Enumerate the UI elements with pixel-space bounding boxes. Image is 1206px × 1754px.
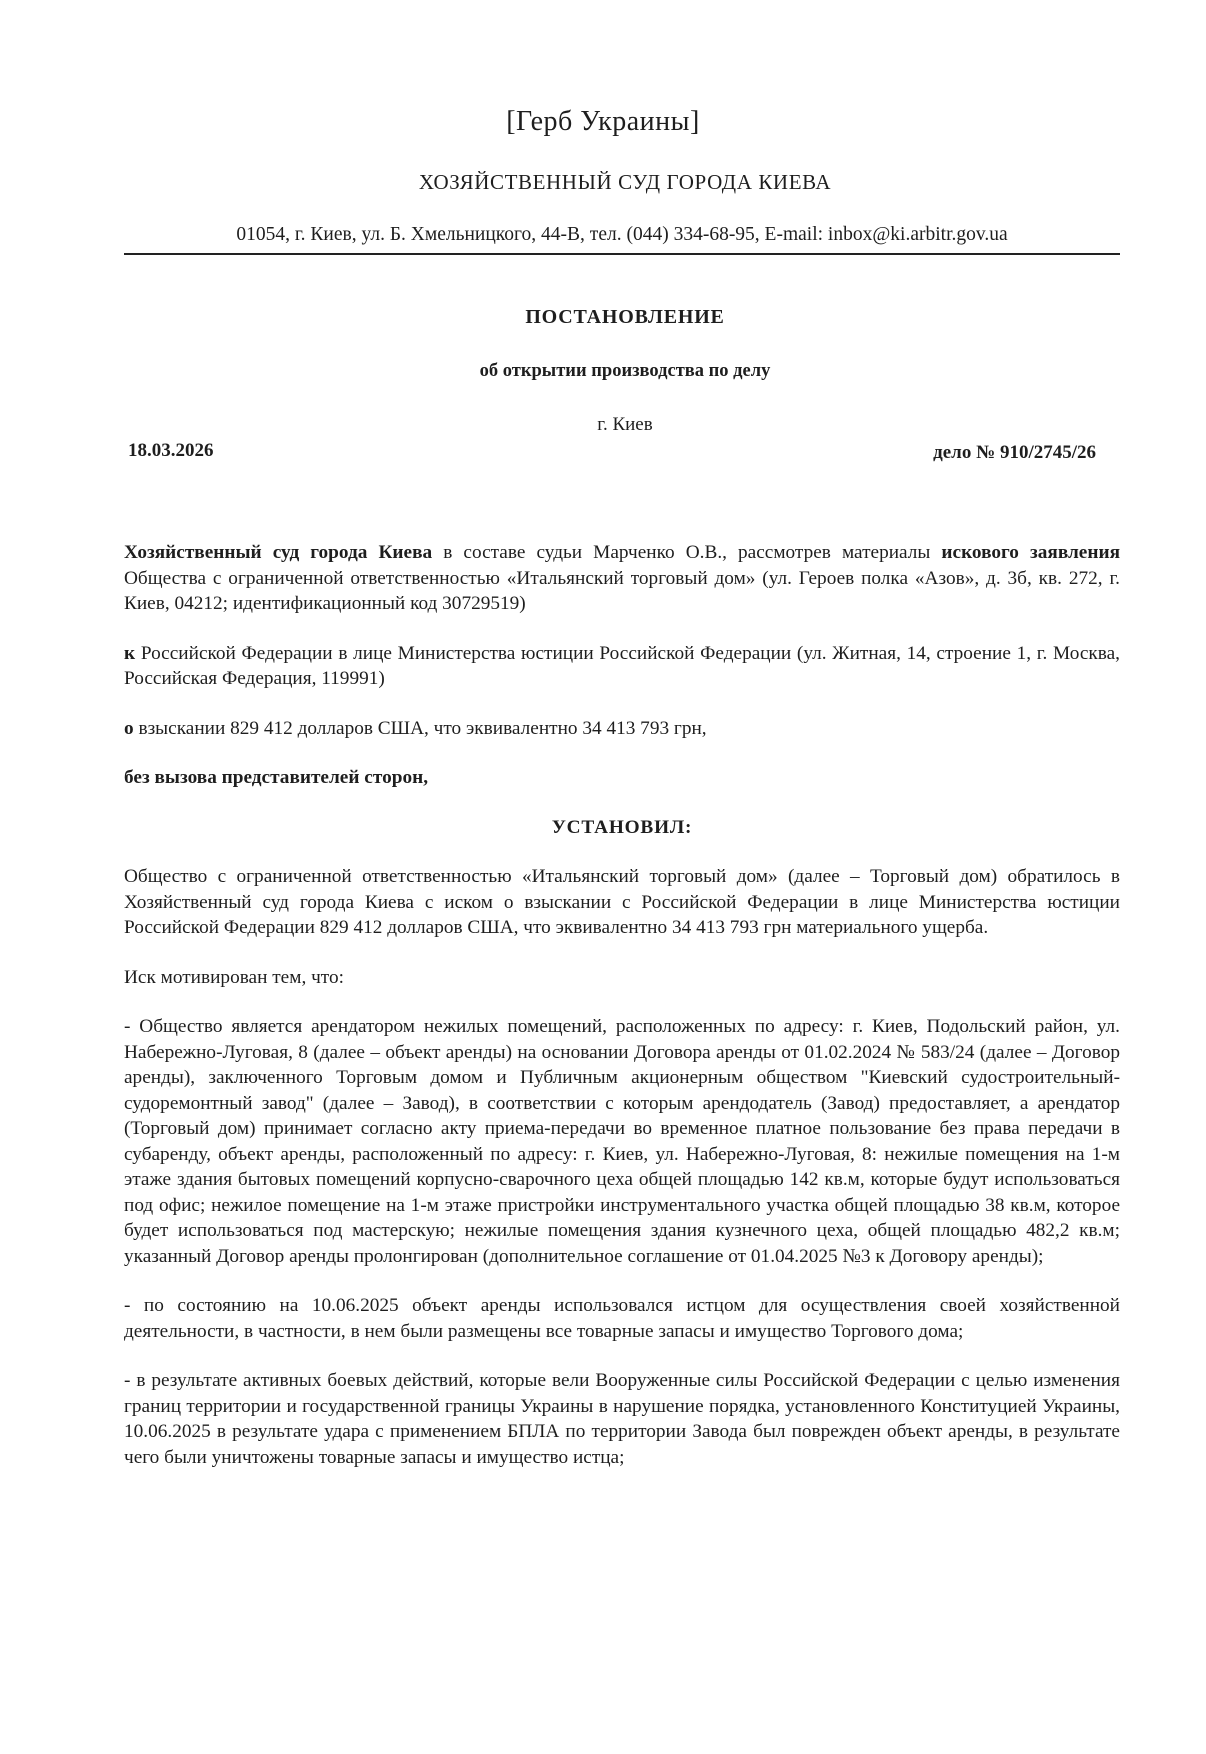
defendant-paragraph <box>124 641 1120 692</box>
document-body <box>124 540 1120 1494</box>
court-rest: в составе судьи Марченко О.В., рассмотрев материалы <box>432 542 942 563</box>
court-name: ХОЗЯЙСТВЕННЫЙ СУД ГОРОДА КИЕВА <box>418 170 832 194</box>
document-city: г. Киев <box>597 414 653 435</box>
established-paragraph-4: - по состоянию на 10.06.2025 объект аренды использовался истцом для осуществления своей хозяйственной деятельности, в частности, в нем были размещены все товарные запасы и имущество Торгового дома; <box>124 1295 1120 1342</box>
document-subtitle: об открытии производства по делу <box>479 361 771 381</box>
document-date: 18.03.2026 <box>128 440 214 461</box>
court-bold: Хозяйственный суд города Киева <box>124 542 433 563</box>
subject-paragraph <box>124 716 1120 742</box>
subject-rest: взыскании 829 412 долларов США, что эквивалентно 34 413 793 грн, <box>133 717 707 739</box>
no-summons-paragraph <box>124 765 1120 791</box>
subject-bold: о <box>124 717 134 739</box>
defendant-rest: Российской Федерации в лице Министерства юстиции Российской Федерации (ул. Житная, 14, строение 1, г. Москва, Российская Федерация, 119991) <box>124 642 1120 689</box>
claim-rest: Общества с ограниченной ответственностью «Итальянский торговый дом» (ул. Героев полка «Азов», д. 3б, кв. 272, г. Киев, 04212; идентификационный код 30729519) <box>124 567 1120 614</box>
established-paragraph-1: Общество с ограниченной ответственностью «Итальянский торговый дом» (далее – Торговый дом) обратилось в Хозяйственный суд города Киева с иском о взыскании с Российской Федерации в лице Министерства юстиции Российской Федерации 829 412 долларов США, что эквивалентно 34 413 793 грн материального ущерба. <box>124 866 1120 938</box>
header-divider <box>124 253 1120 255</box>
claim-bold: искового заявления <box>941 542 1120 563</box>
defendant-bold: к <box>124 642 136 664</box>
established-paragraph-5: - в результате активных боевых действий, которые вели Вооруженные силы Российской Федерации с целью изменения границ территории и государственной границы Украины в нарушение порядка, установленного Конституцией Украины, 10.06.2025 в результате удара с применением БПЛА по территории Завода был поврежден объект аренды, в результате чего были уничтожены товарные запасы и имущество истца; <box>124 1370 1120 1468</box>
coat-of-arms-placeholder: [Герб Украины] <box>506 106 700 137</box>
no-summons-text: без вызова представителей сторон, <box>124 767 429 788</box>
established-paragraph-2: Иск мотивирован тем, что: <box>124 966 344 988</box>
intro-paragraph <box>124 540 1120 617</box>
document-title: ПОСТАНОВЛЕНИЕ <box>525 306 725 328</box>
established-paragraph-3: - Общество является арендатором нежилых помещений, расположенных по адресу: г. Киев, Подольский район, ул. Набережно-Луговая, 8 (далее – объект аренды) на основании Договора аренды от 01.02.2024 № 583/24 (далее – Договор аренды), заключенного Торговым домом и Публичным акционерным обществом "Киевский судостроительный-судоремонтный завод" (далее – Завод), в соответствии с которым арендодатель (Завод) предоставляет, а арендатор (Торговый дом) принимает согласно акту приема-передачи во временное платное пользование без права передачи в субаренду, объект аренды, расположенный по адресу: г. Киев, ул. Набережно-Луговая, 8: нежилые помещения на 1-м этаже здания бытовых помещений корпусно-сварочного цеха общей площадью 142 кв.м, которые будут использоваться под офис; нежилое помещение на 1-м этаже пристройки инструментального участка общей площадью 38 кв.м, которое будет использоваться под мастерскую; нежилые помещения здания кузнечного цеха, общей площадью 482,2 кв.м; указанный Договор аренды пролонгирован (дополнительное соглашение от 01.04.2025 №3 к Договору аренды); <box>124 1016 1120 1267</box>
established-heading: УСТАНОВИЛ: <box>551 816 693 838</box>
case-number: дело № 910/2745/26 <box>933 442 1096 463</box>
court-address: 01054, г. Киев, ул. Б. Хмельницкого, 44-В, тел. (044) 334-68-95, E-mail: inbox@ki.arbitr.gov.ua <box>236 224 1008 245</box>
